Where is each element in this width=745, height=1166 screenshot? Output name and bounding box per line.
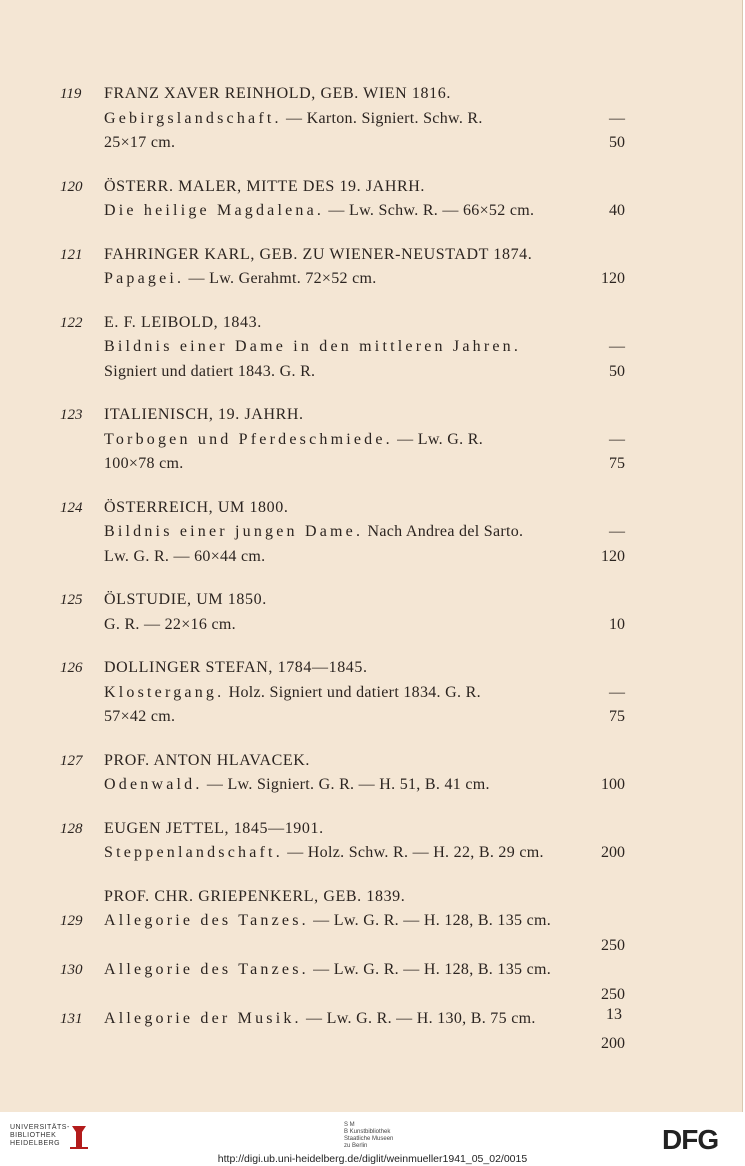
entry-price-line [60, 983, 630, 1008]
entry-description: DOLLINGER STEFAN, 1784—1845. [104, 659, 368, 676]
artwork-title: Steppenlandschaft. [104, 844, 283, 861]
dfg-logo: DFG [662, 1124, 719, 1155]
entry-text [104, 1007, 536, 1032]
entry-description: — Lw. G. R. — H. 128, B. 135 cm. [308, 912, 552, 929]
catalog-entry [60, 817, 630, 866]
entry-text [104, 520, 523, 545]
entry-text [104, 267, 377, 292]
university-logo-icon [68, 1122, 90, 1152]
lot-price: 200 [601, 844, 625, 861]
entry-text [104, 958, 551, 983]
entry-artist [60, 749, 630, 774]
entry-text [104, 335, 521, 360]
entry-detail [60, 520, 630, 545]
entry-detail [60, 267, 630, 292]
group-header: PROF. CHR. GRIEPENKERL, GEB. 1839. [104, 887, 406, 905]
entry-description: PROF. ANTON HLAVACEK. [104, 751, 311, 769]
entry-text [104, 613, 236, 638]
lot-price: 250 [601, 985, 625, 1003]
entry-artist [60, 496, 630, 521]
entry-detail [60, 613, 630, 638]
catalog-entry [60, 403, 630, 477]
artwork-title: Bildnis einer jungen Dame. [104, 523, 364, 540]
lot-number: 129 [60, 913, 83, 929]
entry-price-line [60, 1032, 630, 1057]
entry-artist [60, 885, 630, 910]
entry-detail [60, 107, 630, 132]
entry-detail [60, 428, 630, 453]
stamp-line: S M [344, 1122, 355, 1128]
lot-price: 200 [601, 1034, 625, 1052]
entry-description: G. R. — 22×16 cm. [104, 615, 236, 633]
artwork-title: Allegorie der Musik. [104, 1010, 302, 1027]
entry-description: E. F. LEIBOLD, 1843. [104, 313, 262, 331]
page-number: 13 [606, 1006, 622, 1023]
entry-text [104, 175, 425, 200]
entry-detail [60, 681, 630, 706]
entry-description: Lw. G. R. — 60×44 cm. [104, 547, 266, 565]
artwork-title: Gebirgslandschaft. [104, 109, 282, 127]
library-stamp [344, 1122, 393, 1150]
lot-number: 126 [60, 660, 83, 676]
entry-description: — Karton. Signiert. Schw. R. [281, 109, 483, 127]
entry-text [104, 773, 490, 798]
entry-artist [60, 656, 630, 681]
entry-text [104, 705, 175, 730]
catalog-entry [60, 656, 630, 730]
entry-description: 100×78 cm. [104, 455, 184, 472]
entry-detail [60, 773, 630, 798]
continuation-dash: — [609, 523, 625, 540]
entry-text [104, 243, 532, 268]
artwork-title: Bildnis einer Dame in den mittleren Jahren. [104, 338, 522, 355]
lot-number: 123 [60, 407, 83, 423]
artwork-title: Die heilige Magdalena. [104, 202, 325, 219]
entry-text [104, 403, 304, 428]
entry-description: — Lw. Gerahmt. 72×52 cm. [184, 270, 377, 287]
source-url-link[interactable]: http://digi.ub.uni-heidelberg.de/diglit/weinmueller1941_05_02/0015 [217, 1153, 528, 1165]
catalog-entries [60, 82, 630, 1075]
entry-text [104, 360, 315, 385]
lot-number: 130 [60, 962, 83, 978]
continuation-dash: — [609, 430, 625, 448]
lot-number: 119 [60, 86, 82, 102]
catalog-entry [60, 243, 630, 292]
lot-price: 120 [601, 547, 625, 565]
continuation-dash: — [609, 683, 625, 701]
lot-number: 122 [60, 314, 83, 331]
entry-text [104, 841, 544, 866]
entry-description: 25×17 cm. [104, 134, 176, 151]
entry-text [104, 545, 265, 570]
entry-text [104, 311, 262, 336]
artwork-title: Klostergang. [104, 683, 225, 701]
entry-detail [60, 841, 630, 866]
entry-artist [60, 82, 630, 107]
entry-text [104, 749, 310, 774]
lot-price: 50 [609, 362, 625, 380]
entry-detail [60, 909, 630, 934]
entry-description: — Lw. G. R. [392, 430, 483, 448]
entry-artist [60, 588, 630, 613]
lot-price: 75 [609, 708, 625, 725]
entry-description: — Holz. Schw. R. — H. 22, B. 29 cm. [282, 844, 544, 861]
entry-detail [60, 1007, 630, 1032]
entry-description: 57×42 cm. [104, 708, 176, 725]
entry-description: Signiert und datiert 1843. G. R. [104, 362, 316, 380]
entry-description: ÖSTERR. MALER, MITTE DES 19. JAHRH. [104, 177, 426, 195]
entry-description: — Lw. G. R. — H. 128, B. 135 cm. [308, 961, 552, 978]
entry-description: ÖLSTUDIE, UM 1850. [104, 591, 267, 608]
entry-detail [60, 335, 630, 360]
artwork-title: Allegorie des Tanzes. [104, 912, 309, 929]
university-line: BIBLIOTHEK [10, 1132, 57, 1139]
entry-detail [60, 705, 630, 730]
catalog-entry [60, 175, 630, 224]
lot-number: 127 [60, 752, 83, 769]
catalog-entry [60, 311, 630, 385]
entry-price-line [60, 934, 630, 959]
entry-description: ÖSTERREICH, UM 1800. [104, 498, 289, 516]
entry-text [104, 496, 288, 521]
entry-detail [60, 360, 630, 385]
continuation-dash: — [609, 109, 625, 127]
catalog-entry [60, 588, 630, 637]
entry-text [104, 107, 483, 132]
artwork-title: Odenwald. [104, 776, 203, 793]
lot-number: 131 [60, 1011, 83, 1027]
lot-number: 125 [60, 592, 83, 608]
artwork-title: Allegorie des Tanzes. [104, 961, 309, 978]
entry-text [104, 82, 451, 107]
entry-artist [60, 817, 630, 842]
stamp-line: zu Berlin [344, 1143, 368, 1149]
entry-text [104, 199, 534, 224]
entry-text [104, 681, 481, 706]
lot-price: 40 [609, 202, 625, 219]
stamp-line: Staatliche Museen [344, 1136, 394, 1142]
entry-description: FRANZ XAVER REINHOLD, GEB. WIEN 1816. [104, 85, 451, 102]
lot-number: 124 [60, 499, 83, 516]
entry-text [104, 909, 551, 934]
entry-text [104, 452, 184, 477]
entry-text [104, 428, 483, 453]
artwork-title: Torbogen und Pferdeschmiede. [104, 430, 393, 448]
entry-description: Holz. Signiert und datiert 1834. G. R. [224, 683, 481, 701]
entry-artist [60, 311, 630, 336]
university-label [10, 1124, 70, 1148]
lot-price: 100 [601, 776, 625, 793]
lot-number: 121 [60, 246, 83, 263]
lot-price: 75 [609, 455, 625, 472]
entry-artist [60, 403, 630, 428]
catalog-entry [60, 82, 630, 156]
entry-text [104, 656, 368, 681]
entry-detail [60, 545, 630, 570]
lot-price: 50 [609, 134, 625, 151]
continuation-dash: — [609, 338, 625, 355]
catalog-entry [60, 749, 630, 798]
artwork-title: Papagei. [104, 270, 185, 287]
entry-detail [60, 452, 630, 477]
entry-detail [60, 199, 630, 224]
entry-description: — Lw. G. R. — H. 130, B. 75 cm. [301, 1010, 536, 1027]
entry-description: ITALIENISCH, 19. JAHRH. [104, 406, 304, 423]
entry-artist [60, 175, 630, 200]
entry-artist [60, 243, 630, 268]
entry-text [104, 131, 175, 156]
lot-price: 250 [601, 936, 625, 954]
entry-detail [60, 958, 630, 983]
entry-description: — Lw. Signiert. G. R. — H. 51, B. 41 cm. [202, 776, 490, 793]
entry-text [104, 588, 267, 613]
catalog-entry [60, 496, 630, 570]
university-line: UNIVERSITÄTS- [10, 1124, 70, 1131]
lot-number: 120 [60, 178, 83, 195]
entry-text [104, 817, 324, 842]
entry-detail [60, 131, 630, 156]
catalog-entry-group [60, 885, 630, 1057]
entry-description: EUGEN JETTEL, 1845—1901. [104, 819, 324, 837]
lot-number: 128 [60, 820, 83, 837]
entry-description: Nach Andrea del Sarto. [363, 523, 524, 540]
entry-description: — Lw. Schw. R. — 66×52 cm. [324, 202, 535, 219]
stamp-line: B Kunstbibliothek [344, 1129, 391, 1135]
lot-price: 120 [601, 270, 625, 287]
lot-price: 10 [609, 615, 625, 633]
footer [0, 1112, 745, 1166]
entry-description: FAHRINGER KARL, GEB. ZU WIENER-NEUSTADT 1874. [104, 245, 533, 263]
university-line: HEIDELBERG [10, 1140, 61, 1147]
